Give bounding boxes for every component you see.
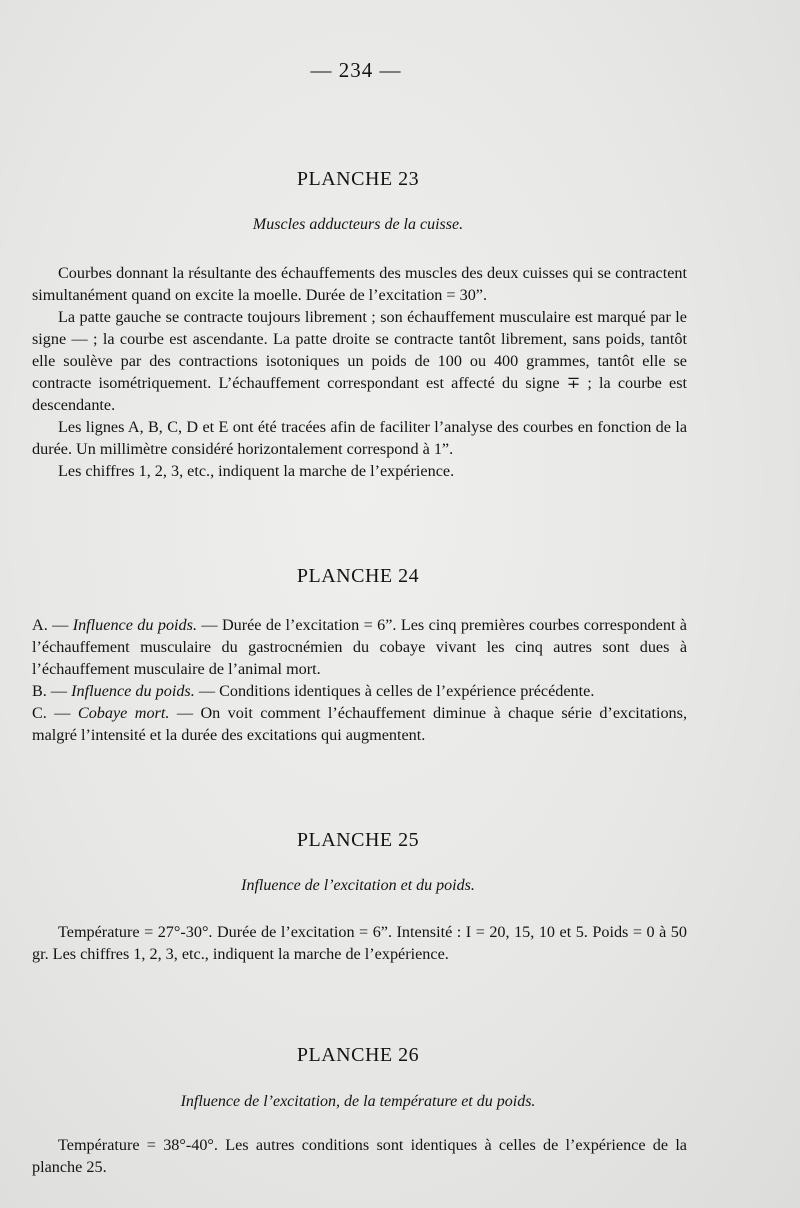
plate-23-subtitle: Muscles adducteurs de la cuisse. [252,216,464,233]
plate-23-text [32,262,687,482]
plate-24-text [32,614,687,746]
section-a-text: — Durée de l’excitation = 6”. Les cinq premières courbes correspondent à l’échauffement musculaire du gastrocnémien du cobaye vivant les cinq autres sont dues à l’échauffement musculaire de l’animal mort. [32,616,687,678]
section-a-label: A. — [32,616,69,634]
plate-23-paragraph: Courbes donnant la résultante des échauffements des muscles des deux cuisses qui se contractent simultanément quand on excite la moelle. Durée de l’excitation = 30”. [32,264,687,304]
section-b-text: — Conditions identiques à celles de l’expérience précédente. [194,682,595,700]
page-number: — 234 — [310,58,402,82]
plate-24-title: PLANCHE 24 [296,565,420,587]
section-b-label: B. — [32,682,68,700]
plate-25-paragraph: Température = 27°-30°. Durée de l’excitation = 6”. Intensité : I = 20, 15, 10 et 5. Poids = 0 à 50 gr. Les chiffres 1, 2, 3, etc., indiquent la marche de l’expérience. [32,923,687,963]
plate-25-subtitle: Influence de l’excitation et du poids. [241,877,475,894]
plate-25-title: PLANCHE 25 [296,829,420,851]
plate-23-paragraph: Les lignes A, B, C, D et E ont été tracées afin de faciliter l’analyse des courbes en fonction de la durée. Un millimètre considéré horizontalement correspond à 1”. [32,418,687,458]
section-c-label: C. — [32,704,71,722]
plate-25-text [32,921,687,965]
plate-24-section-a [32,614,687,680]
section-b-heading: Influence du poids. [71,682,195,700]
section-c-text: — On voit comment l’échauffement diminue à chaque série d’excitations, malgré l’intensité et la durée des excitations qui augmentent. [32,704,687,744]
plate-26-text [32,1134,687,1178]
plate-23-paragraph: La patte gauche se contracte toujours librement ; son échauffement musculaire est marqué par le signe — ; la courbe est ascendante. La patte droite se contracte tantôt librement, sans poids, tantôt elle soulève par des contractions isotoniques un poids de 100 ou 400 grammes, tantôt elle se contracte isométriquement. L’échauffement correspondant est affecté du signe ∓ ; la courbe est descendante. [32,308,687,414]
plate-26-title: PLANCHE 26 [296,1044,420,1066]
plate-26-subtitle: Influence de l’excitation, de la température et du poids. [180,1093,536,1110]
plate-24-section-b [32,680,687,702]
plate-26-paragraph: Température = 38°-40°. Les autres conditions sont identiques à celles de l’expérience de la planche 25. [32,1136,687,1176]
section-a-heading: Influence du poids. [72,616,197,634]
plate-23-title: PLANCHE 23 [296,168,420,190]
section-c-heading: Cobaye mort. [77,704,170,722]
plate-24-section-c [32,702,687,746]
plate-23-paragraph: Les chiffres 1, 2, 3, etc., indiquent la marche de l’expérience. [58,462,455,480]
